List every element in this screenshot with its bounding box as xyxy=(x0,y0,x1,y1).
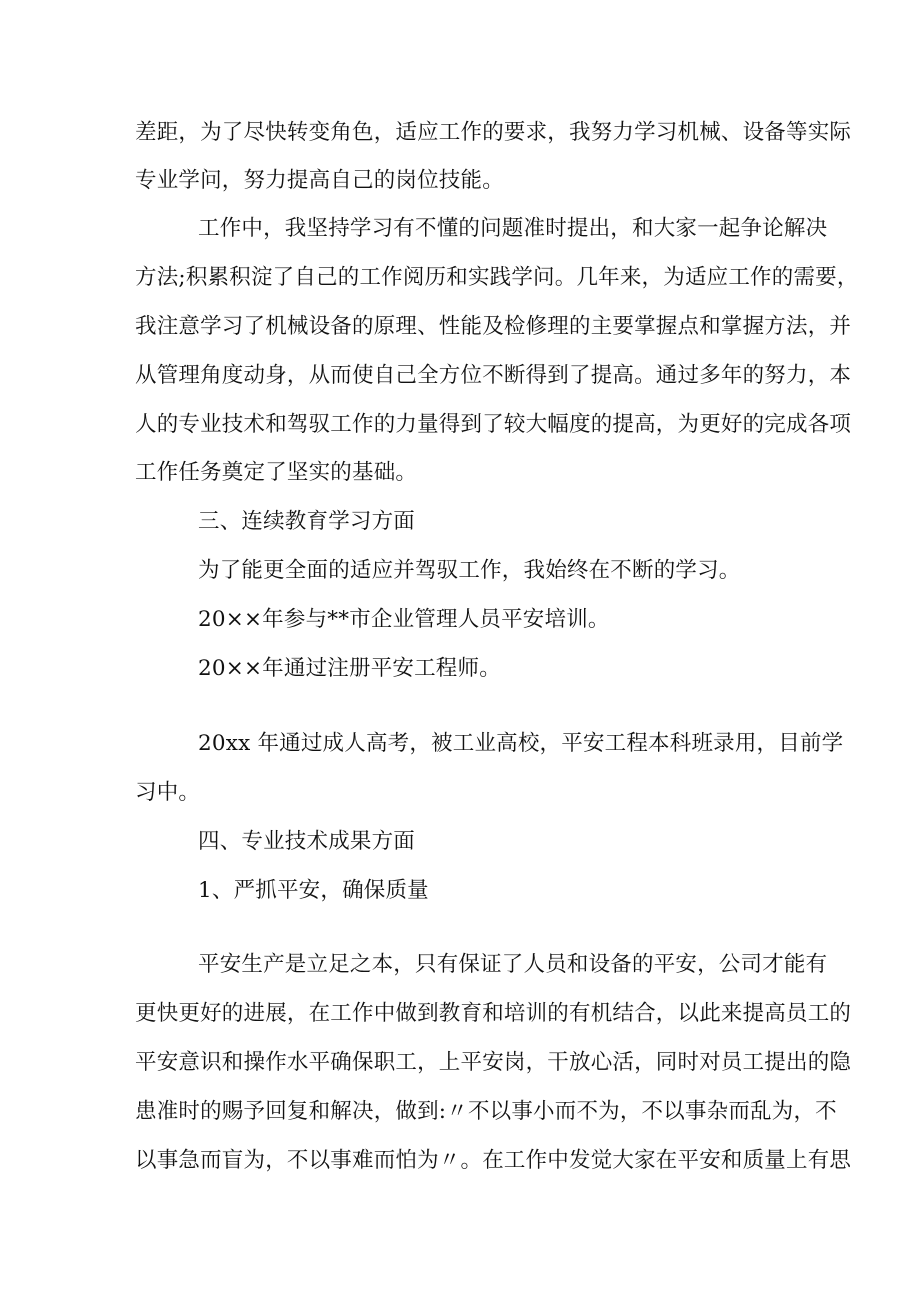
text-line: 20××年参与**市企业管理人员平安培训。 xyxy=(198,607,610,632)
section-heading: 三、连续教育学习方面 xyxy=(198,509,416,534)
text-line: 平安生产是立足之本，只有保证了人员和设备的平安，公司才能有 xyxy=(198,952,828,977)
section-heading: 四、专业技术成果方面 xyxy=(198,829,416,854)
text-line: 人的专业技术和驾驭工作的力量得到了较大幅度的提高，为更好的完成各项 xyxy=(135,412,852,437)
text-line: 工作任务奠定了坚实的基础。 xyxy=(135,460,418,485)
text-line: 从管理角度动身，从而使自己全方位不断得到了提高。通过多年的努力，本 xyxy=(135,363,852,388)
text-line: 习中。 xyxy=(135,780,201,805)
text-line: 为了能更全面的适应并驾驭工作，我始终在不断的学习。 xyxy=(198,558,741,583)
text-line: 我注意学习了机械设备的原理、性能及检修理的主要掌握点和掌握方法，并 xyxy=(135,314,852,339)
text-line: 工作中，我坚持学习有不懂的问题准时提出，和大家一起争论解决 xyxy=(198,216,828,241)
text-line: 20xx 年通过成人高考，被工业高校，平安工程本科班录用，目前学 xyxy=(198,731,844,756)
text-line: 20××年通过注册平安工程师。 xyxy=(198,656,501,681)
text-line: 方法;积累积淀了自己的工作阅历和实践学问。几年来，为适应工作的需要， xyxy=(135,265,859,290)
text-line: 差距，为了尽快转变角色，适应工作的要求，我努力学习机械、设备等实际 xyxy=(135,120,852,145)
text-line: 更快更好的进展，在工作中做到教育和培训的有机结合，以此来提高员工的 xyxy=(135,1001,852,1026)
subsection-heading: 1、严抓平安，确保质量 xyxy=(198,878,429,903)
text-line: 患准时的赐予回复和解决，做到:〃不以事小而不为，不以事杂而乱为，不 xyxy=(135,1099,837,1124)
text-line: 以事急而盲为，不以事难而怕为〃。在工作中发觉大家在平安和质量上有思 xyxy=(135,1148,852,1173)
text-line: 平安意识和操作水平确保职工，上平安岗，干放心活，同时对员工提出的隐 xyxy=(135,1050,852,1075)
text-line: 专业学问，努力提高自己的岗位技能。 xyxy=(135,168,504,193)
